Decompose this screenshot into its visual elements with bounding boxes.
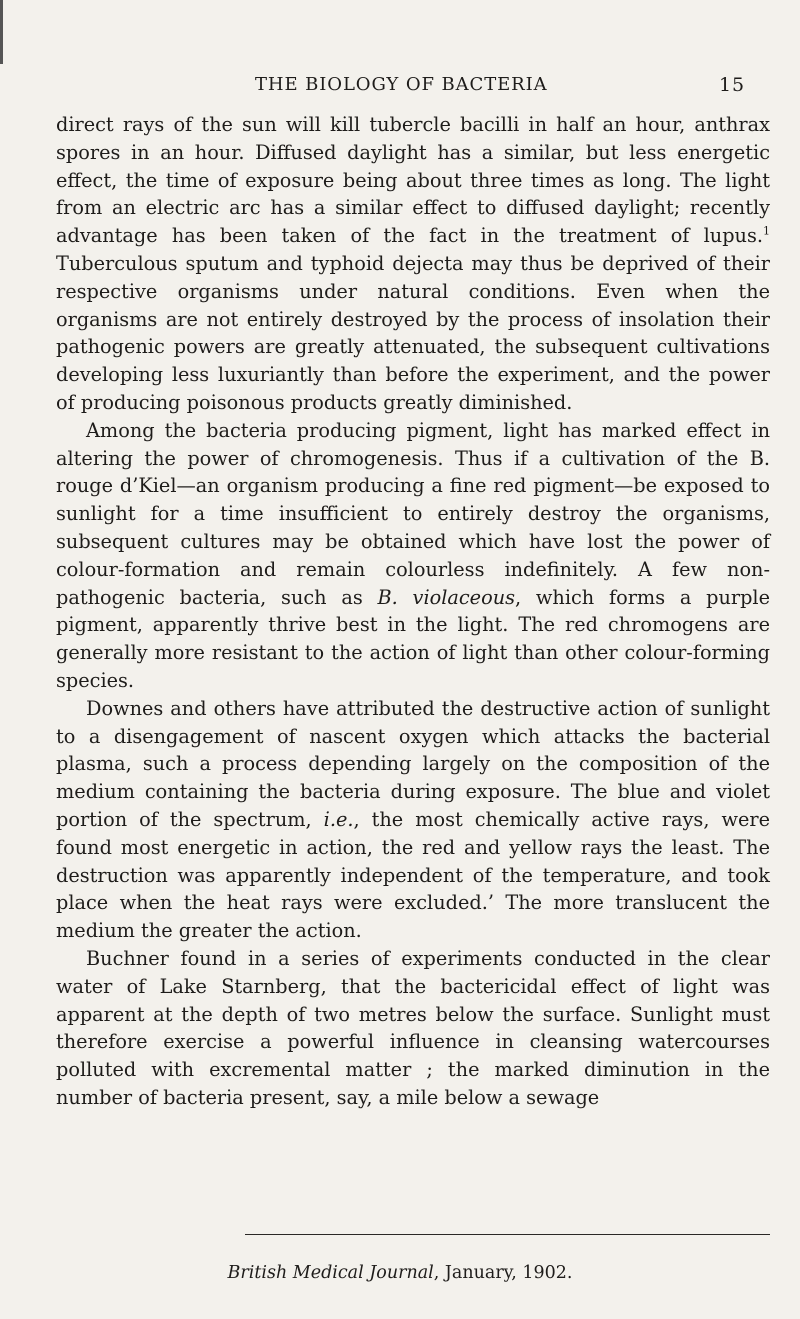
species-name: B. violaceous: [377, 585, 516, 609]
paragraph-3-text-b: , the most chemically active rays, were found most energetic in action, the red and yellow rays the least. The destruction was apparently independent of the temperature, and took place when the heat rays were excluded.’ The more translucent the medium the greater the action.: [56, 807, 770, 943]
running-head: [175, 74, 775, 98]
footnote-journal: British Medical Journal: [227, 1263, 434, 1283]
running-title: THE BIOLOGY OF BACTERIA: [255, 74, 548, 95]
footnote: [0, 1263, 800, 1283]
footnote-date: , January, 1902.: [433, 1263, 573, 1283]
paragraph-1: [56, 111, 770, 417]
body-text: [56, 111, 770, 1112]
paragraph-2-text-b: , which forms a purple pigment, apparently thrive best in the light. The red chromogens are generally more resistant to the action of light than other colour-forming species.: [56, 585, 770, 692]
page-number: 15: [719, 74, 745, 96]
paragraph-3-text-a: Downes and others have attributed the destructive action of sunlight to a disengagement of nascent oxygen which attacks the bacterial plasma, such a process depending largely on the composition of the medium containing the bacteria during exposure. The blue and violet portion of the spectrum,: [56, 696, 770, 831]
footnote-divider: [245, 1234, 770, 1235]
page-edge-shadow: [0, 0, 3, 64]
paragraph-4-text: Buchner found in a series of experiments conducted in the clear water of Lake Starnberg, that the bactericidal effect of light was apparent at the depth of two metres below the surface. Sunlight must therefore exercise a powerful influence in cleansing watercourses polluted with excremental matter ; the marked diminution in the number of bacteria present, say, a mile below a sewage: [56, 946, 770, 1109]
paragraph-3: [56, 695, 770, 945]
paragraph-2: [56, 417, 770, 695]
paragraph-1-text-b: Tuberculous sputum and typhoid dejecta may thus be deprived of their respective organisms under natural conditions. Even when the organisms are not entirely destroyed by the process of insolation their pathogenic powers are greatly attenuated, the subsequent cultivations developing less luxuriantly than before the experiment, and the power of producing poisonous products greatly diminished.: [56, 251, 770, 414]
paragraph-1-text-a: direct rays of the sun will kill tubercle bacilli in half an hour, anthrax spores in an hour. Diffused daylight has a similar, but less energetic effect, the time of exposure being about three times as long. The light from an electric arc has a similar effect to diffused daylight; recently advantage has been taken of the fact in the treatment of lupus.: [56, 113, 770, 248]
abbreviation-ie: i.e.: [323, 807, 354, 831]
paragraph-4: [56, 945, 770, 1112]
footnote-marker: 1: [763, 224, 770, 238]
paragraph-2-text-a: Among the bacteria producing pigment, light has marked effect in altering the power of chromogenesis. Thus if a cultivation of the B. rouge d’Kiel—an organism producing a fine red pigment—be exposed to sunlight for a time insufficient to entirely destroy the organisms, subsequent cultures may be obtained which have lost the power of colour-formation and remain colourless indefinitely. A few non-pathogenic bacteria, such as: [56, 418, 770, 609]
